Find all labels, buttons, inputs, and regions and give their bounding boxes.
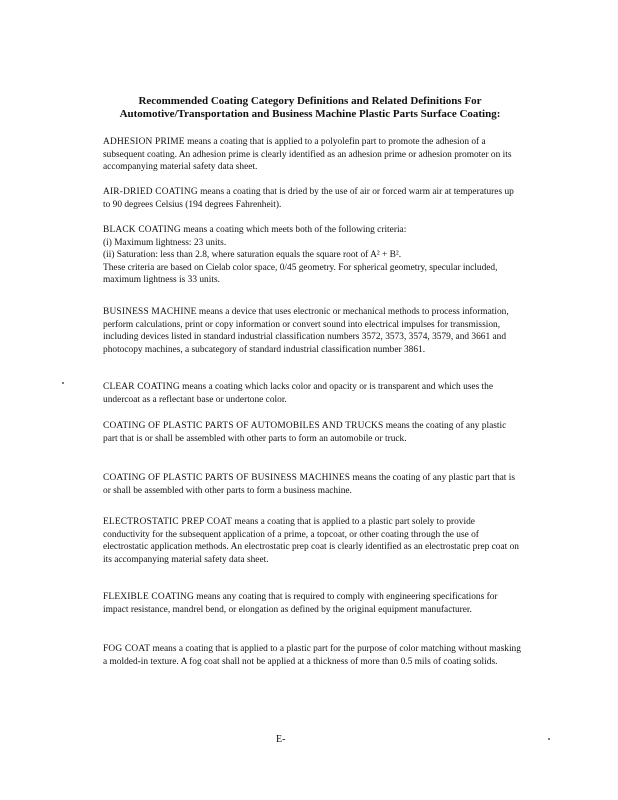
definition-text: means any coating that is required to comply with engineering specifications for impact resistance, mandrel bend, or elongation as defined by the original equipment manufacturer. — [103, 592, 498, 615]
definition-term: AIR-DRIED COATING — [103, 187, 198, 197]
definition-business-machine — [103, 306, 523, 356]
scan-speck — [548, 738, 550, 740]
definition-text: means the coating of any plastic part that is or shall be assembled with other parts to form an automobile or truck. — [103, 421, 507, 444]
definition-term: BLACK COATING — [103, 225, 181, 235]
definition-text: means a coating that is dried by the use of air or forced warm air at temperatures up to 90 degrees Celsius (194 degrees Fahrenheit). — [103, 187, 514, 210]
criteria-line-1: (i) Maximum lightness: 23 units. — [103, 237, 227, 248]
definition-fog-coat — [103, 643, 523, 668]
page-number: E- — [276, 734, 286, 745]
criteria-note: These criteria are based on Cielab color space, 0/45 geometry. For spherical geometry, specular included, maximum lightness is 33 units. — [103, 262, 498, 286]
definition-clear-coating — [103, 381, 523, 406]
definition-air-dried-coating — [103, 186, 523, 211]
definition-text: means the coating of any plastic part that is or shall be assembled with other parts to form a business machine. — [103, 473, 515, 496]
definition-term: ELECTROSTATIC PREP COAT — [103, 517, 233, 527]
definition-text: means a coating that is applied to a plastic part solely to provide conductivity for the subsequent application of a prime, a topcoat, or other coating through the use of electrostatic application methods. An electrostatic prep coat is clearly identified as an electrostatic prep coat on its accompanying material safety data sheet. — [103, 517, 519, 565]
scan-speck — [62, 382, 64, 384]
criteria-line-2: (ii) Saturation: less than 2.8, where saturation equals the square root of A² + B². — [103, 250, 402, 261]
definition-term: COATING OF PLASTIC PARTS OF AUTOMOBILES AND TRUCKS — [103, 421, 384, 431]
definition-term: COATING OF PLASTIC PARTS OF BUSINESS MACHINES — [103, 473, 351, 483]
definition-black-coating — [103, 224, 523, 287]
definition-text: means a device that uses electronic or mechanical methods to process information, perform calculations, print or copy information or convert sound into electrical impulses for transmission, including devices listed in standard industrial classification numbers 3572, 3573, 3574, 3579, and 3661 and photocopy machines, a subcategory of standard industrial classification number 3861. — [103, 307, 509, 355]
definition-electrostatic-prep-coat — [103, 516, 523, 566]
definition-term: BUSINESS MACHINE — [103, 307, 197, 317]
definition-term: FOG COAT — [103, 644, 151, 654]
definition-text: means a coating that is applied to a plastic part for the purpose of color matching without masking a molded-in texture. A fog coat shall not be applied at a thickness of more than 0.5 mils of coating solids. — [103, 644, 521, 667]
heading-line-2: Automotive/Transportation and Business Machine Plastic Parts Surface Coating: — [119, 108, 501, 120]
heading-line-1: Recommended Coating Category Definitions and Related Definitions For — [138, 95, 482, 107]
definition-term: FLEXIBLE COATING — [103, 592, 194, 602]
definition-coating-plastic-parts-business-machines — [103, 472, 523, 497]
definition-text: means a coating that is applied to a polyolefin part to promote the adhesion of a subsequent coating. An adhesion prime is clearly identified as an adhesion prime or adhesion promoter on its accompanying material safety data sheet. — [103, 137, 512, 173]
definition-adhesion-prime — [103, 136, 523, 174]
definition-text: means a coating which lacks color and opacity or is transparent and which uses the undercoat as a reflectant base or undertone color. — [103, 382, 494, 405]
definition-coating-plastic-parts-automobiles — [103, 420, 523, 445]
definition-term: CLEAR COATING — [103, 382, 180, 392]
definition-term: ADHESION PRIME — [103, 137, 185, 147]
definition-text: means a coating which meets both of the following criteria: — [180, 225, 407, 235]
definition-flexible-coating — [103, 591, 523, 616]
document-heading — [60, 95, 560, 121]
